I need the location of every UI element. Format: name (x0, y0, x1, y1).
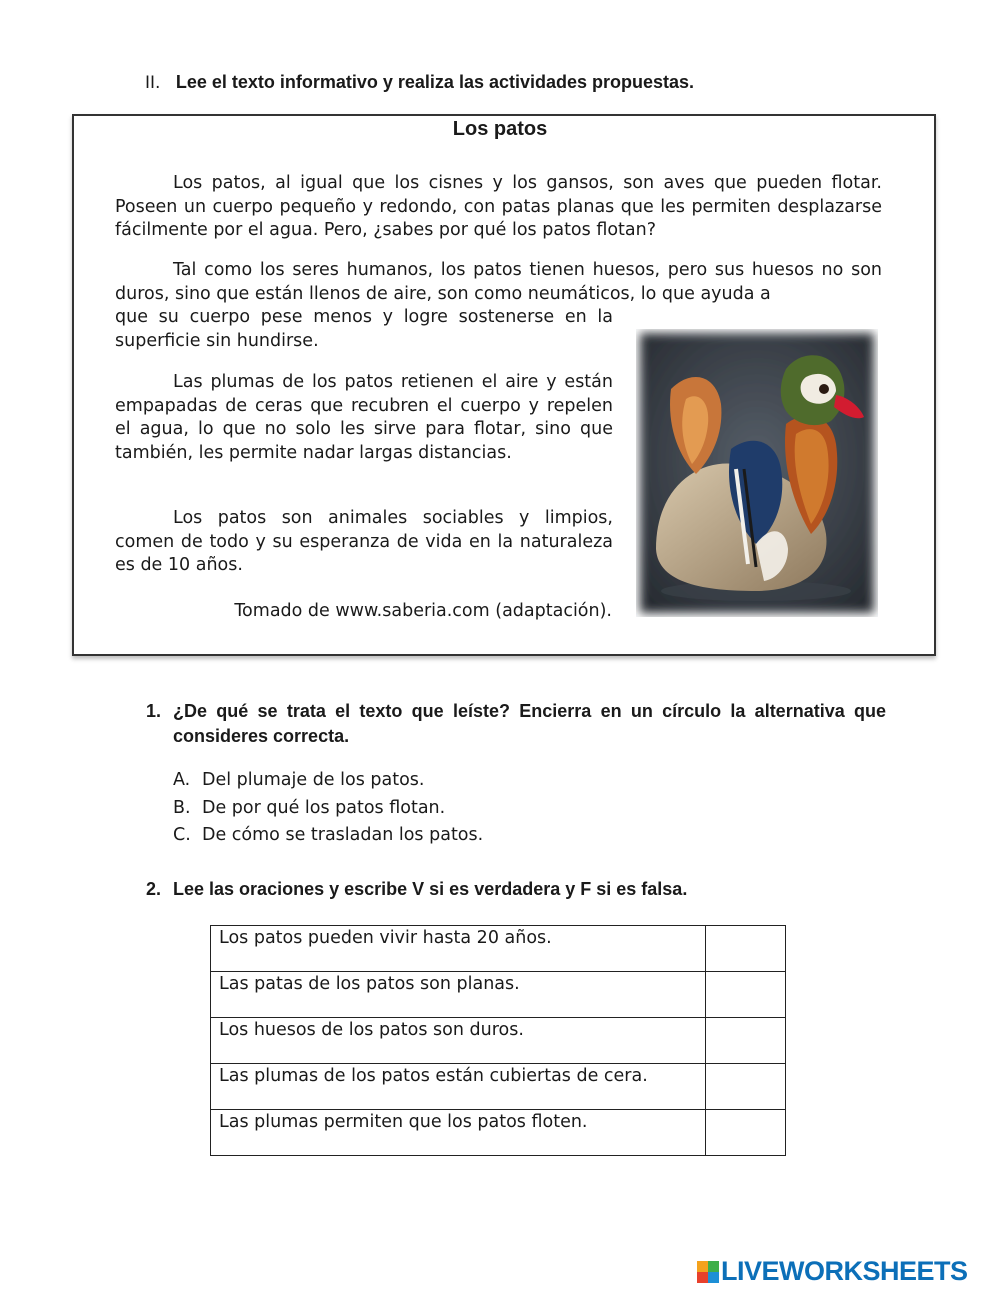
option-letter: C. (173, 825, 191, 845)
question-2 (146, 877, 687, 902)
option-c[interactable] (173, 825, 483, 853)
section-heading (145, 72, 694, 93)
answer-input[interactable] (706, 1110, 786, 1156)
question-1-options (173, 770, 483, 853)
question-1-text: ¿De qué se trata el texto que leíste? Encierra en un círculo la alternativa que consideres correcta. (173, 701, 886, 746)
option-text: De por qué los patos flotan. (202, 797, 446, 818)
table-row (211, 1064, 786, 1110)
statement-cell: Las patas de los patos son planas. (211, 972, 706, 1018)
reading-paragraph-2: Tal como los seres humanos, los patos tienen huesos, pero sus huesos no son duros, sino que están llenos de aire, son como neumáticos, lo que ayuda a (115, 260, 882, 304)
statement-cell: Los patos pueden vivir hasta 20 años. (211, 926, 706, 972)
table-row (211, 1018, 786, 1064)
answer-input[interactable] (706, 1064, 786, 1110)
section-number: II. (145, 73, 161, 93)
option-text: Del plumaje de los patos. (202, 770, 425, 790)
reading-paragraph-2-continued: que su cuerpo pese menos y logre sostenerse en la superficie sin hundirse. (115, 307, 613, 351)
true-false-table (210, 925, 786, 1156)
question-2-text: Lee las oraciones y escribe V si es verdadera y F si es falsa. (173, 879, 688, 899)
statement-cell: Las plumas permiten que los patos floten. (211, 1110, 706, 1156)
statement-cell: Las plumas de los patos están cubiertas de cera. (211, 1064, 706, 1110)
reading-paragraph-4: Los patos son animales sociables y limpios, comen de todo y su esperanza de vida en la naturaleza es de 10 años. (115, 508, 613, 575)
table-row (211, 1110, 786, 1156)
answer-input[interactable] (706, 972, 786, 1018)
reading-source: Tomado de www.saberia.com (adaptación). (234, 601, 612, 621)
reading-title: Los patos (452, 118, 548, 140)
option-a[interactable] (173, 770, 483, 798)
logo-text: LIVEWORKSHEETS (721, 1256, 968, 1286)
option-text: De cómo se trasladan los patos. (202, 825, 484, 845)
reading-paragraph-3: Las plumas de los patos retienen el aire y están empapadas de ceras que recubren el cuerpo y repelen el agua, lo que no solo les sirve para flotar, sino que también, les permite nadar largas distancias. (115, 372, 613, 463)
liveworksheets-logo (697, 1256, 968, 1287)
answer-input[interactable] (706, 926, 786, 972)
table-row (211, 926, 786, 972)
reading-paragraph-1: Los patos, al igual que los cisnes y los gansos, son aves que pueden flotar. Poseen un cuerpo pequeño y redondo, con patas planas que les permiten desplazarse fácilmente por el agua. Pero, ¿sabes por qué los patos flotan? (115, 173, 882, 240)
logo-icon (697, 1261, 719, 1283)
question-2-number: 2. (146, 879, 162, 899)
question-1 (146, 699, 886, 749)
statement-cell: Los huesos de los patos son duros. (211, 1018, 706, 1064)
duck-photo (636, 329, 878, 617)
option-letter: B. (173, 797, 191, 818)
table-row (211, 972, 786, 1018)
question-1-number: 1. (146, 701, 162, 721)
option-letter: A. (173, 770, 191, 790)
answer-input[interactable] (706, 1018, 786, 1064)
option-b[interactable] (173, 798, 483, 826)
section-instruction: Lee el texto informativo y realiza las actividades propuestas. (175, 72, 695, 92)
